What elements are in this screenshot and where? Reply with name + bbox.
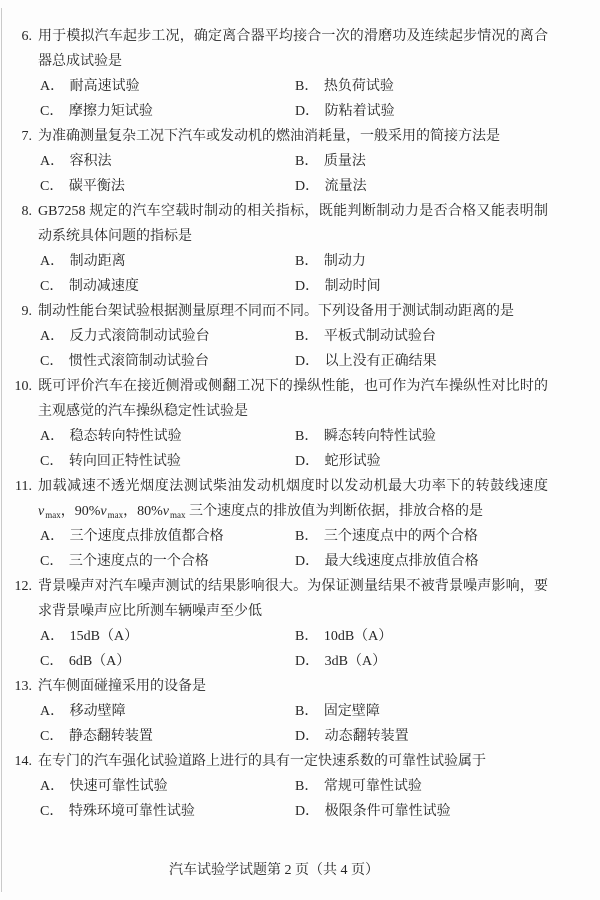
answer-option <box>295 174 548 199</box>
vmax-symbol <box>163 504 186 519</box>
question-block <box>0 24 548 124</box>
question-options <box>40 149 548 199</box>
question-number: 9. <box>21 304 32 319</box>
stem-text-run: 加载减速不透光烟度法测试柴油发动机烟度时以发动机最大功率下的转鼓线速度 <box>38 479 548 494</box>
question-block <box>0 674 548 749</box>
answer-option <box>40 274 295 299</box>
option-label: B． <box>295 154 319 169</box>
option-text: 防粘着试验 <box>324 104 395 119</box>
option-label: B． <box>295 79 319 94</box>
answer-option <box>40 624 295 649</box>
scan-edge-artifact <box>1 8 2 892</box>
answer-option <box>295 774 548 799</box>
question-stem <box>38 749 548 774</box>
question-options <box>40 624 548 674</box>
question-options <box>40 699 548 749</box>
option-text: 碳平衡法 <box>68 179 125 194</box>
option-text: 静态翻转装置 <box>68 729 153 744</box>
subscript-max: max <box>170 510 186 520</box>
answer-option <box>40 149 295 174</box>
footer-text: 汽车试验学试题第 2 页（共 4 页） <box>169 863 379 878</box>
option-label: D． <box>295 654 320 669</box>
stem-text-run: 在专门的汽车强化试验道路上进行的具有一定快速系数的可靠性试验属于 <box>38 754 486 769</box>
variable-v: v <box>162 504 169 519</box>
option-label: A． <box>40 79 65 94</box>
option-text: 耐高速试验 <box>69 79 140 94</box>
question-options <box>40 74 548 124</box>
option-text: 三个速度点排放值都合格 <box>69 529 224 544</box>
stem-text-run: 用于模拟汽车起步工况，确定离合器平均接合一次的滑磨功及连续起步情况的离合器总成试验是 <box>38 29 548 69</box>
answer-option <box>40 99 295 124</box>
answer-option <box>295 74 548 99</box>
question-options <box>40 774 548 824</box>
question-number: 7. <box>21 129 32 144</box>
answer-option <box>295 624 548 649</box>
question-stem <box>38 299 548 324</box>
question-stem-row <box>0 24 548 74</box>
option-label: D． <box>295 554 320 569</box>
answer-option <box>40 724 295 749</box>
question-stem-row <box>0 124 548 149</box>
option-label: B． <box>295 779 319 794</box>
option-label: A． <box>40 529 65 544</box>
answer-option <box>295 449 548 474</box>
option-text: 惯性式滚筒制动试验台 <box>68 354 209 369</box>
question-number: 14. <box>14 754 32 769</box>
answer-option <box>40 324 295 349</box>
question-stem <box>38 674 548 699</box>
variable-v: v <box>100 504 107 519</box>
answer-option <box>40 74 295 99</box>
question-stem <box>38 199 548 249</box>
option-text: 制动时间 <box>324 279 381 294</box>
question-number: 13. <box>14 679 32 694</box>
subscript-max: max <box>107 510 124 520</box>
option-label: B． <box>295 329 319 344</box>
option-text: 制动距离 <box>69 254 126 269</box>
question-block <box>0 199 548 299</box>
option-label: D． <box>295 279 320 294</box>
option-label: C． <box>40 104 64 119</box>
option-text: 移动壁障 <box>69 704 126 719</box>
question-number: 8. <box>21 204 32 219</box>
answer-option <box>295 724 548 749</box>
option-label: C． <box>40 554 64 569</box>
option-label: C． <box>40 654 64 669</box>
option-label: D． <box>295 179 320 194</box>
option-text: 3dB（A） <box>324 654 387 669</box>
answer-option <box>295 799 548 824</box>
question-stem-row <box>0 299 548 324</box>
question-block <box>0 124 548 199</box>
question-stem <box>38 474 548 524</box>
option-label: D． <box>295 804 320 819</box>
stem-text-run: GB7258 规定的汽车空载时制动的相关指标，既能判断制动力是否合格又能表明制动系统具体问题的指标是 <box>38 204 548 244</box>
option-label: A． <box>40 329 65 344</box>
question-stem-row <box>0 749 548 774</box>
option-label: B． <box>295 429 319 444</box>
option-text: 以上没有正确结果 <box>324 354 437 369</box>
stem-text-run: ，90% <box>60 504 101 519</box>
question-stem-row <box>0 474 548 524</box>
option-label: A． <box>40 154 65 169</box>
option-text: 动态翻转装置 <box>324 729 409 744</box>
question-stem <box>38 24 548 74</box>
question-block <box>0 474 548 574</box>
stem-text-run: 既可评价汽车在接近侧滑或侧翻工况下的操纵性能，也可作为汽车操纵性对比时的主观感觉的汽车操纵稳定性试验是 <box>38 379 548 419</box>
question-block <box>0 374 548 474</box>
answer-option <box>295 349 548 374</box>
option-text: 6dB（A） <box>68 654 131 669</box>
option-text: 反力式滚筒制动试验台 <box>69 329 210 344</box>
stem-text-run: ，80% <box>123 504 163 519</box>
option-text: 蛇形试验 <box>324 454 381 469</box>
answer-option <box>295 274 548 299</box>
option-label: A． <box>40 704 65 719</box>
option-text: 瞬态转向特性试验 <box>323 429 436 444</box>
option-text: 摩擦力矩试验 <box>68 104 153 119</box>
question-number: 10. <box>14 379 32 394</box>
question-stem-row <box>0 199 548 249</box>
answer-option <box>295 149 548 174</box>
question-number: 12. <box>14 579 32 594</box>
answer-option <box>40 524 295 549</box>
question-number: 6. <box>21 29 32 44</box>
stem-text-run: 背景噪声对汽车噪声测试的结果影响很大。为保证测量结果不被背景噪声影响，要求背景噪声应比所测车辆噪声至少低 <box>38 579 548 619</box>
stem-text-run: 三个速度点的排放值为判断依据，排放合格的是 <box>185 504 483 519</box>
variable-v: v <box>38 504 45 519</box>
question-stem-row <box>0 374 548 424</box>
answer-option <box>40 649 295 674</box>
option-label: C． <box>40 354 64 369</box>
option-label: D． <box>295 354 320 369</box>
question-number: 11. <box>15 479 32 494</box>
question-options <box>40 524 548 574</box>
option-text: 稳态转向特性试验 <box>69 429 182 444</box>
option-text: 容积法 <box>69 154 112 169</box>
answer-option <box>40 799 295 824</box>
answer-option <box>295 699 548 724</box>
answer-option <box>40 249 295 274</box>
answer-option <box>40 174 295 199</box>
option-label: A． <box>40 254 65 269</box>
option-label: B． <box>295 629 319 644</box>
option-label: C． <box>40 179 64 194</box>
vmax-symbol <box>38 504 61 519</box>
answer-option <box>40 774 295 799</box>
option-label: B． <box>295 254 319 269</box>
option-label: D． <box>295 729 320 744</box>
option-label: A． <box>40 779 65 794</box>
answer-option <box>295 324 548 349</box>
stem-text-run: 为准确测量复杂工况下汽车或发动机的燃油消耗量，一般采用的简接方法是 <box>38 129 500 144</box>
option-text: 三个速度点的一个合格 <box>68 554 209 569</box>
option-text: 质量法 <box>323 154 366 169</box>
option-text: 转向回正特性试验 <box>68 454 181 469</box>
vmax-symbol <box>100 504 123 519</box>
answer-option <box>40 424 295 449</box>
option-text: 制动力 <box>323 254 366 269</box>
answer-option <box>40 699 295 724</box>
option-label: C． <box>40 279 64 294</box>
answer-option <box>40 349 295 374</box>
option-label: D． <box>295 104 320 119</box>
answer-option <box>295 99 548 124</box>
option-label: D． <box>295 454 320 469</box>
stem-text-run: 汽车侧面碰撞采用的设备是 <box>38 679 206 694</box>
answer-option <box>295 549 548 574</box>
question-options <box>40 249 548 299</box>
option-label: B． <box>295 529 319 544</box>
question-options <box>40 324 548 374</box>
answer-option <box>40 449 295 474</box>
question-stem <box>38 574 548 624</box>
stem-text-run: 制动性能台架试验根据测量原理不同而不同。下列设备用于测试制动距离的是 <box>38 304 514 319</box>
option-label: B． <box>295 704 319 719</box>
option-text: 三个速度点中的两个合格 <box>323 529 478 544</box>
question-stem <box>38 124 548 149</box>
answer-option <box>295 424 548 449</box>
option-text: 平板式制动试验台 <box>323 329 436 344</box>
question-list <box>0 24 548 824</box>
option-text: 流量法 <box>324 179 367 194</box>
answer-option <box>295 249 548 274</box>
question-options <box>40 424 548 474</box>
option-label: C． <box>40 729 64 744</box>
option-text: 极限条件可靠性试验 <box>324 804 451 819</box>
option-text: 热负荷试验 <box>323 79 394 94</box>
option-text: 常规可靠性试验 <box>323 779 422 794</box>
option-text: 15dB（A） <box>69 629 139 644</box>
answer-option <box>40 549 295 574</box>
option-label: C． <box>40 804 64 819</box>
subscript-max: max <box>45 510 61 520</box>
option-label: A． <box>40 429 65 444</box>
page-footer <box>0 858 548 883</box>
option-text: 10dB（A） <box>323 629 393 644</box>
option-text: 特殊环境可靠性试验 <box>68 804 195 819</box>
question-stem-row <box>0 674 548 699</box>
option-label: C． <box>40 454 64 469</box>
option-label: A． <box>40 629 65 644</box>
question-stem-row <box>0 574 548 624</box>
option-text: 快速可靠性试验 <box>69 779 168 794</box>
question-block <box>0 749 548 824</box>
option-text: 固定壁障 <box>323 704 380 719</box>
question-block <box>0 299 548 374</box>
question-stem <box>38 374 548 424</box>
answer-option <box>295 649 548 674</box>
option-text: 最大线速度点排放值合格 <box>324 554 479 569</box>
answer-option <box>295 524 548 549</box>
option-text: 制动减速度 <box>68 279 139 294</box>
question-block <box>0 574 548 674</box>
